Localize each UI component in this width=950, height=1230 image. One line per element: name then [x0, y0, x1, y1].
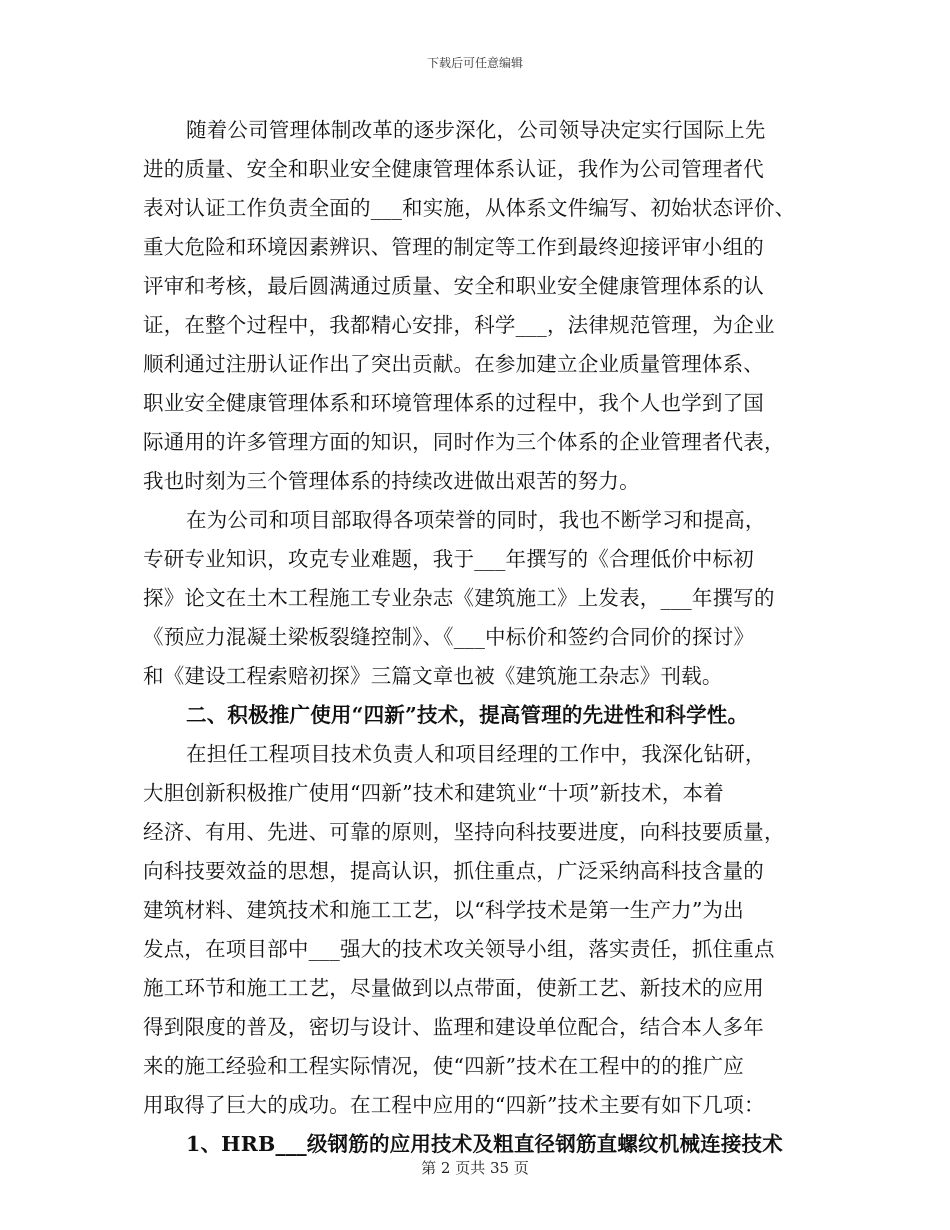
- paragraph-line: 来的施工经验和工程实际情况，使“四新”技术在工程中的的推广应: [143, 1054, 744, 1078]
- paragraph-line: 重大危险和环境因素辨识、管理的制定等工作到最终迎接评审小组的: [143, 235, 764, 259]
- paragraph-line: 向科技要效益的思想，提高认识，抓住重点，广泛采纳高科技含量的: [143, 859, 764, 883]
- paragraph-line: 建筑材料、建筑技术和施工工艺，以“科学技术是第一生产力”为出: [143, 898, 744, 922]
- paragraph-line: 专研专业知识，攻克专业难题，我于___年撰写的《合理低价中标初: [143, 547, 754, 571]
- paragraph-line: 经济、有用、先进、可靠的原则，坚持向科技要进度，向科技要质量，: [143, 820, 785, 844]
- paragraph-line: 际通用的许多管理方面的知识，同时作为三个体系的企业管理者代表，: [143, 430, 785, 454]
- section-heading: 二、积极推广使用“四新”技术，提高管理的先进性和科学性。: [186, 703, 749, 727]
- paragraph-line: 在为公司和项目部取得各项荣誉的同时，我也不断学习和提高，: [186, 508, 766, 532]
- paragraph-line: 证，在整个过程中，我都精心安排，科学___，法律规范管理，为企业: [143, 313, 775, 337]
- paragraph-line: 职业安全健康管理体系和环境管理体系的过程中，我个人也学到了国: [143, 391, 764, 415]
- paragraph-line: 探》论文在土木工程施工专业杂志《建筑施工》上发表，___年撰写的: [143, 586, 775, 610]
- paragraph-line: 我也时刻为三个管理体系的持续改进做出艰苦的努力。: [143, 469, 640, 493]
- paragraph-line: 和《建设工程索赔初探》三篇文章也被《建筑施工杂志》刊载。: [143, 664, 723, 688]
- paragraph-line: 施工环节和施工工艺，尽量做到以点带面，使新工艺、新技术的应用: [143, 976, 764, 1000]
- paragraph-line: 大胆创新积极推广使用“四新”技术和建筑业“十项”新技术，本着: [143, 781, 724, 805]
- page-header: 下载后可任意编辑: [426, 56, 523, 70]
- paragraph-line: 随着公司管理体制改革的逐步深化，公司领导决定实行国际上先: [186, 118, 766, 142]
- paragraph-line: 《预应力混凝土梁板裂缝控制》、《___中标价和签约合同价的探讨》: [143, 625, 755, 649]
- paragraph-line: 得到限度的普及，密切与设计、监理和建设单位配合，结合本人多年: [143, 1015, 764, 1039]
- paragraph-line: 进的质量、安全和职业安全健康管理体系认证，我作为公司管理者代: [143, 157, 764, 181]
- page-footer: 第 2 页共 35 页: [421, 1159, 529, 1177]
- paragraph-line: 表对认证工作负责全面的___和实施，从体系文件编写、初始状态评价、: [143, 196, 796, 220]
- paragraph-line: 在担任工程项目技术负责人和项目经理的工作中，我深化钻研，: [186, 742, 766, 766]
- paragraph-line: 顺利通过注册认证作出了突出贡献。在参加建立企业质量管理体系、: [143, 352, 764, 376]
- paragraph-line: 发点，在项目部中___强大的技术攻关领导小组，落实责任，抓住重点: [143, 937, 775, 961]
- paragraph-line: 用取得了巨大的成功。在工程中应用的“四新”技术主要有如下几项：: [143, 1093, 765, 1117]
- subsection-heading: 1、HRB___级钢筋的应用技术及粗直径钢筋直螺纹机械连接技术: [186, 1132, 783, 1156]
- paragraph-line: 评审和考核，最后圆满通过质量、安全和职业安全健康管理体系的认: [143, 274, 764, 298]
